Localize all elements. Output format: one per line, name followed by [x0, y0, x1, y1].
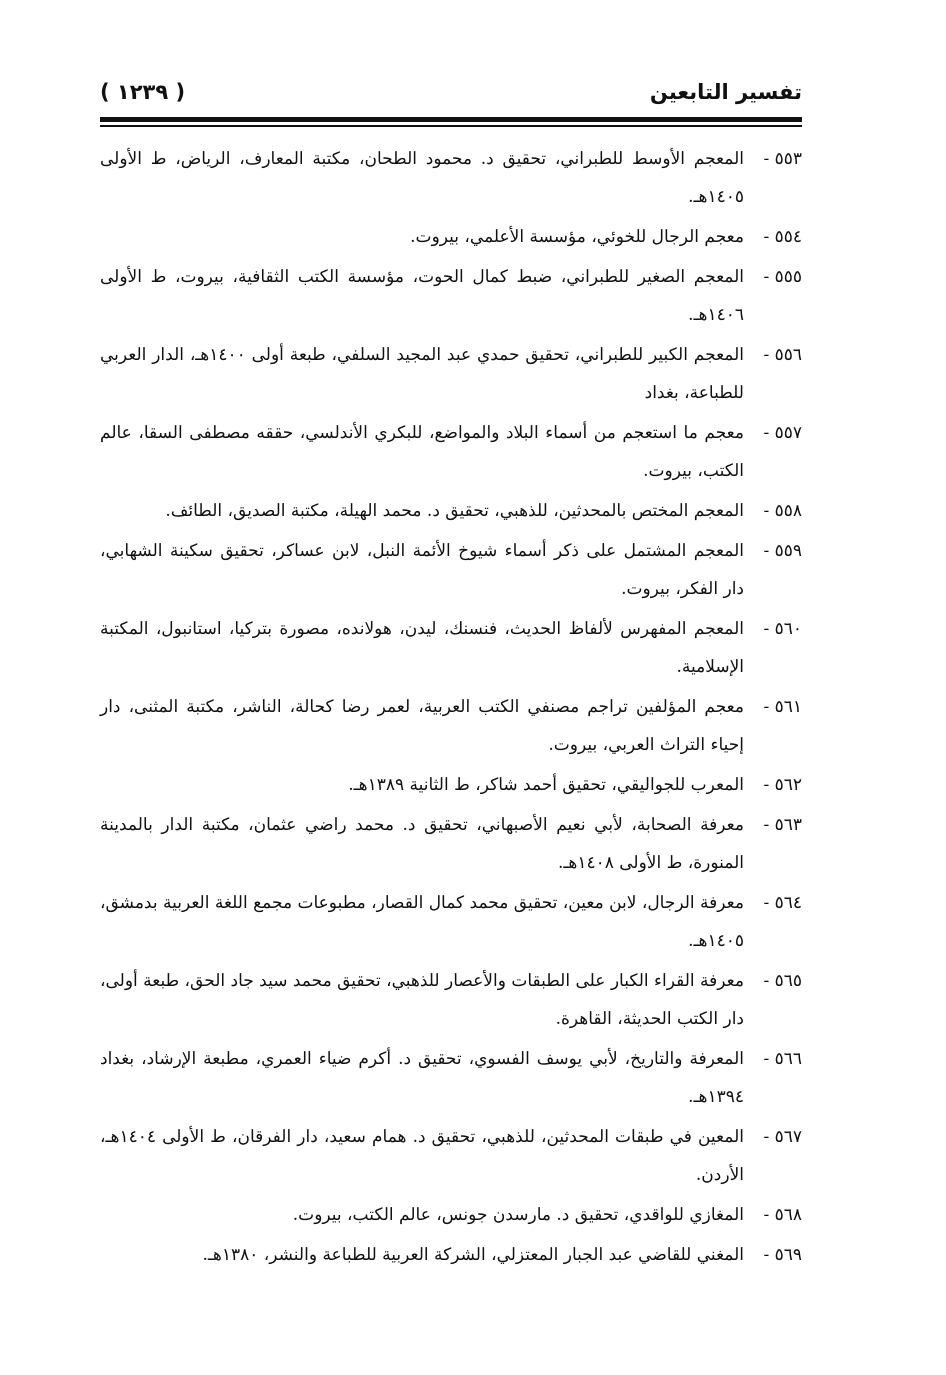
- bibliography-entry-562: [100, 766, 802, 804]
- bibliography-list: [100, 140, 802, 1276]
- entry-text: المعرب للجواليقي، تحقيق أحمد شاكر، ط الثانية ١٣٨٩هـ.: [348, 775, 744, 795]
- entry-text: المغني للقاضي عبد الجبار المعتزلي، الشركة العربية للطباعة والنشر، ١٣٨٠هـ.: [202, 1245, 744, 1265]
- entry-number: ٥٥٥ -: [763, 267, 802, 287]
- entry-text: المعجم المشتمل على ذكر أسماء شيوخ الأئمة النبل، لابن عساكر، تحقيق سكينة الشهابي، دار الفكر، بيروت.: [100, 541, 744, 599]
- entry-text: المعجم الكبير للطبراني، تحقيق حمدي عبد المجيد السلفي، طبعة أولى ١٤٠٠هـ، الدار العربي للطباعة، بغداد: [100, 345, 744, 403]
- running-title: تفسير التابعين: [649, 80, 802, 104]
- bibliography-entry-556: [100, 336, 802, 412]
- bibliography-entry-569: [100, 1236, 802, 1274]
- entry-number: ٥٦٥ -: [763, 971, 802, 991]
- entry-number: ٥٦١ -: [763, 697, 802, 717]
- entry-text: معرفة الرجال، لابن معين، تحقيق محمد كمال القصار، مطبوعات مجمع اللغة العربية بدمشق، ١٤٠٥هـ.: [100, 893, 744, 951]
- entry-number: ٥٥٧ -: [763, 423, 802, 443]
- bibliography-entry-567: [100, 1118, 802, 1194]
- entry-text: المعجم الصغير للطبراني، ضبط كمال الحوت، مؤسسة الكتب الثقافية، بيروت، ط الأولى ١٤٠٦هـ.: [100, 267, 744, 325]
- entry-number: ٥٦٧ -: [763, 1127, 802, 1147]
- bibliography-entry-563: [100, 806, 802, 882]
- entry-number: ٥٦٤ -: [763, 893, 802, 913]
- bibliography-entry-559: [100, 532, 802, 608]
- entry-number: ٥٦٣ -: [763, 815, 802, 835]
- entry-number: ٥٥٤ -: [763, 227, 802, 247]
- bibliography-entry-568: [100, 1196, 802, 1234]
- entry-text: المغازي للواقدي، تحقيق د. مارسدن جونس، عالم الكتب، بيروت.: [292, 1205, 744, 1225]
- bibliography-entry-564: [100, 884, 802, 960]
- entry-text: معرفة الصحابة، لأبي نعيم الأصبهاني، تحقيق د. محمد راضي عثمان، مكتبة الدار بالمدينة المنورة، ط الأولى ١٤٠٨هـ.: [100, 815, 744, 873]
- header-rule-thick: [100, 117, 802, 122]
- bibliography-entry-560: [100, 610, 802, 686]
- bibliography-entry-565: [100, 962, 802, 1038]
- entry-text: معجم الرجال للخوئي، مؤسسة الأعلمي، بيروت.: [410, 227, 744, 247]
- entry-text: المعين في طبقات المحدثين، للذهبي، تحقيق د. همام سعيد، دار الفرقان، ط الأولى ١٤٠٤هـ، الأردن.: [100, 1127, 744, 1185]
- entry-text: المعجم الأوسط للطبراني، تحقيق د. محمود الطحان، مكتبة المعارف، الرياض، ط الأولى ١٤٠٥هـ.: [100, 149, 744, 207]
- entry-text: معرفة القراء الكبار على الطبقات والأعصار للذهبي، تحقيق محمد سيد جاد الحق، طبعة أولى، دار الكتب الحديثة، القاهرة.: [100, 971, 744, 1029]
- entry-number: ٥٥٦ -: [763, 345, 802, 365]
- bibliography-entry-561: [100, 688, 802, 764]
- bibliography-entry-553: [100, 140, 802, 216]
- bibliography-entry-566: [100, 1040, 802, 1116]
- header-rule-thin: [100, 125, 802, 127]
- entry-number: ٥٦٠ -: [763, 619, 802, 639]
- entry-text: المعجم المفهرس لألفاظ الحديث، فنسنك، ليدن، هولانده، مصورة بتركيا، استانبول، المكتبة الإسلامية.: [100, 619, 744, 677]
- entry-text: المعرفة والتاريخ، لأبي يوسف الفسوي، تحقيق د. أكرم ضياء العمري، مطبعة الإرشاد، بغداد ١٣٩٤هـ.: [100, 1049, 744, 1107]
- entry-number: ٥٦٢ -: [763, 775, 802, 795]
- bibliography-entry-557: [100, 414, 802, 490]
- page-header: [100, 78, 802, 112]
- page-number: ( ١٢٣٩ ): [100, 80, 186, 104]
- entry-number: ٥٦٦ -: [763, 1049, 802, 1069]
- bibliography-entry-555: [100, 258, 802, 334]
- entry-number: ٥٥٣ -: [763, 149, 802, 169]
- entry-number: ٥٦٩ -: [763, 1245, 802, 1265]
- entry-number: ٥٦٨ -: [763, 1205, 802, 1225]
- bibliography-entry-554: [100, 218, 802, 256]
- entry-number: ٥٥٩ -: [763, 541, 802, 561]
- entry-text: معجم ما استعجم من أسماء البلاد والمواضع، للبكري الأندلسي، حققه مصطفى السقا، عالم الكتب، بيروت.: [100, 423, 744, 481]
- entry-text: المعجم المختص بالمحدثين، للذهبي، تحقيق د. محمد الهيلة، مكتبة الصديق، الطائف.: [165, 501, 744, 521]
- bibliography-entry-558: [100, 492, 802, 530]
- entry-number: ٥٥٨ -: [763, 501, 802, 521]
- entry-text: معجم المؤلفين تراجم مصنفي الكتب العربية، لعمر رضا كحالة، الناشر، مكتبة المثنى، دار إحياء التراث العربي، بيروت.: [100, 697, 744, 755]
